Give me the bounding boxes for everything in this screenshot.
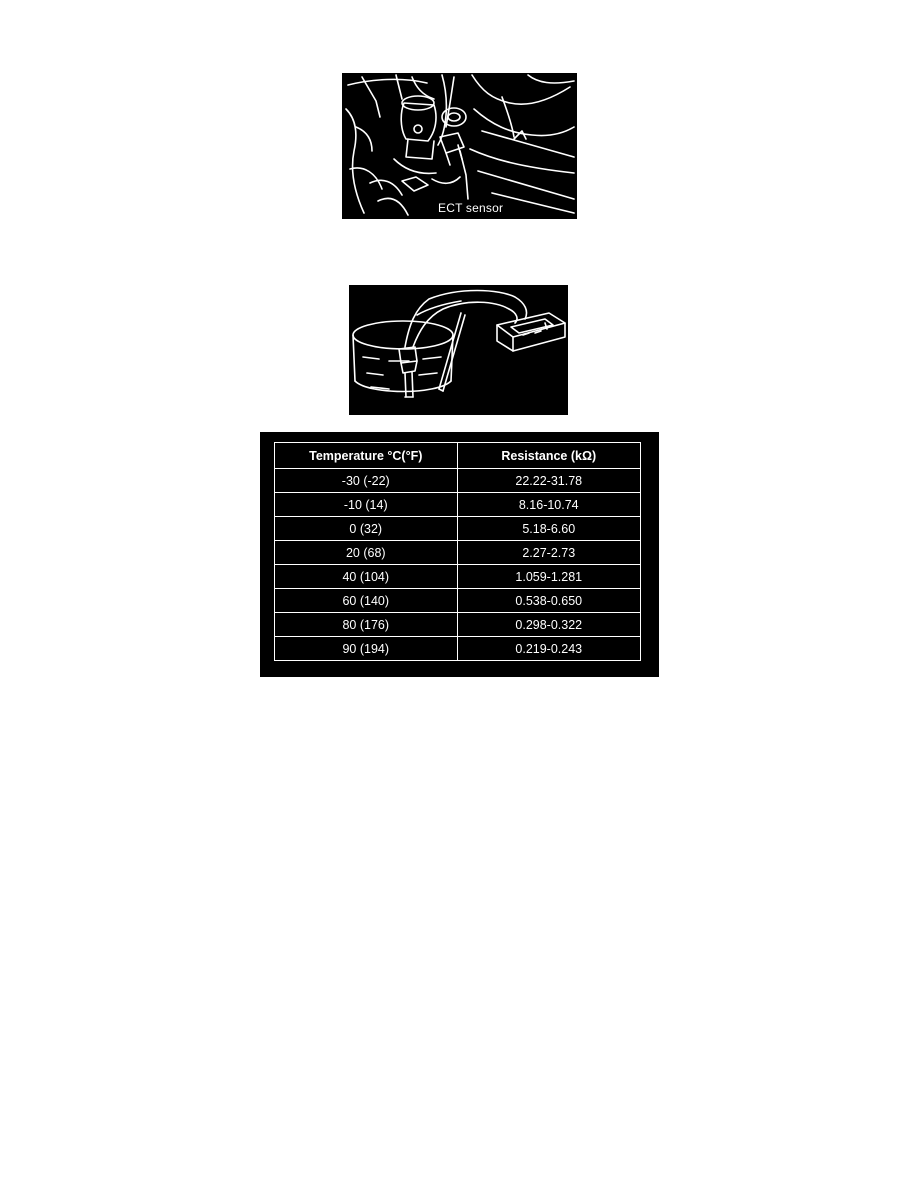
temperature-cell: 20 (68) [275, 541, 458, 565]
table-row [275, 541, 641, 565]
table-row [275, 613, 641, 637]
resistance-spec-table [274, 442, 641, 661]
resistance-spec-figure [260, 432, 659, 677]
table-row [275, 469, 641, 493]
temperature-cell: 0 (32) [275, 517, 458, 541]
ect-sensor-label: ECT sensor [438, 201, 504, 215]
resistance-cell: 0.219-0.243 [457, 637, 640, 661]
header-temperature: Temperature °C(°F) [275, 443, 458, 469]
table-row [275, 517, 641, 541]
temperature-cell: 80 (176) [275, 613, 458, 637]
temperature-cell: 40 (104) [275, 565, 458, 589]
resistance-test-figure [349, 285, 568, 415]
water-bath-ohmmeter-illustration [349, 285, 568, 415]
resistance-cell: 5.18-6.60 [457, 517, 640, 541]
table-row [275, 589, 641, 613]
resistance-cell: 8.16-10.74 [457, 493, 640, 517]
temperature-cell: -10 (14) [275, 493, 458, 517]
resistance-cell: 0.298-0.322 [457, 613, 640, 637]
table-row [275, 637, 641, 661]
temperature-cell: 90 (194) [275, 637, 458, 661]
ect-sensor-location-figure [342, 73, 577, 219]
table-row [275, 493, 641, 517]
table-header-row [275, 443, 641, 469]
resistance-cell: 1.059-1.281 [457, 565, 640, 589]
header-resistance: Resistance (kΩ) [457, 443, 640, 469]
resistance-cell: 22.22-31.78 [457, 469, 640, 493]
temperature-cell: 60 (140) [275, 589, 458, 613]
resistance-cell: 0.538-0.650 [457, 589, 640, 613]
temperature-cell: -30 (-22) [275, 469, 458, 493]
resistance-cell: 2.27-2.73 [457, 541, 640, 565]
engine-bay-illustration [342, 73, 577, 219]
table-row [275, 565, 641, 589]
